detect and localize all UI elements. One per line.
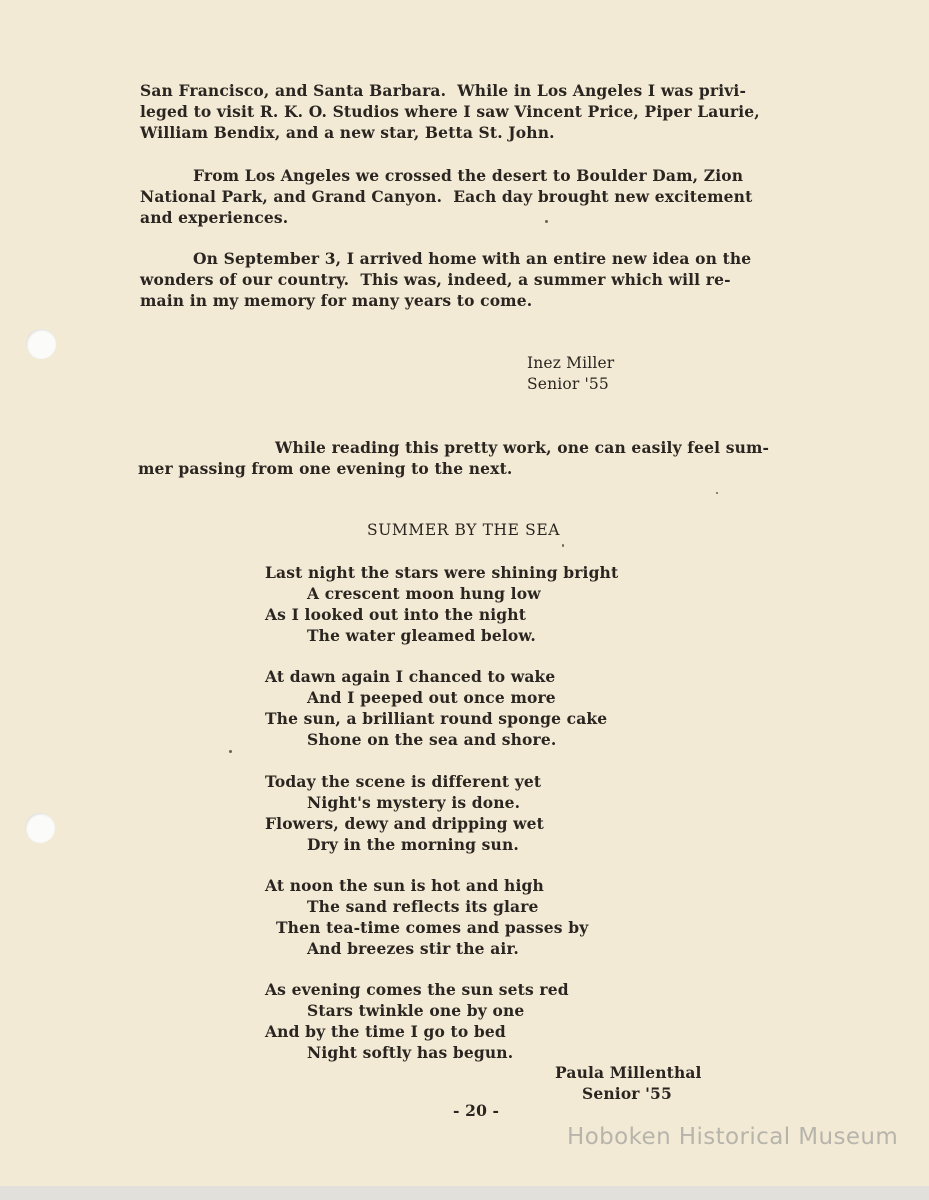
poem-line: At noon the sun is hot and high [265, 876, 544, 895]
signature-inez-miller [527, 353, 614, 395]
poem-line: Dry in the morning sun. [307, 835, 519, 854]
paper-speck [229, 750, 232, 753]
paragraph-2 [140, 165, 752, 228]
poem-stanza-2 [265, 666, 607, 750]
poem-title: SUMMER BY THE SEA [367, 521, 561, 539]
text-line: wonders of our country. This was, indeed, a summer which will re- [140, 270, 731, 289]
text-line: William Bendix, and a new star, Betta St. John. [140, 123, 555, 142]
author-class: Senior '55 [582, 1084, 672, 1103]
text-line: While reading this pretty work, one can easily feel sum- [275, 438, 770, 457]
poem-line: Shone on the sea and shore. [307, 730, 557, 749]
poem-line: And breezes stir the air. [307, 939, 519, 958]
poem-line: A crescent moon hung low [307, 584, 541, 603]
paper-speck [716, 492, 718, 494]
text-line: On September 3, I arrived home with an entire new idea on the [193, 249, 752, 268]
poem-line: Night's mystery is done. [307, 793, 521, 812]
signature-paula-millenthal [555, 1062, 702, 1104]
poem-stanza-3 [265, 771, 544, 855]
poem-line: Flowers, dewy and dripping wet [265, 814, 544, 833]
author-name: Inez Miller [527, 354, 615, 372]
paragraph-3 [140, 248, 751, 311]
paragraph-1 [140, 80, 760, 143]
poem-line: Stars twinkle one by one [307, 1001, 525, 1020]
binder-hole-top [26, 329, 56, 359]
poem-line: The sand reflects its glare [307, 897, 539, 916]
poem-introduction [138, 437, 769, 479]
poem-stanza-4 [265, 875, 588, 959]
poem-line: As evening comes the sun sets red [265, 980, 569, 999]
author-name: Paula Millenthal [555, 1063, 702, 1082]
museum-watermark: Hoboken Historical Museum [567, 1124, 899, 1150]
paper-speck [562, 544, 564, 547]
poem-stanza-5 [265, 979, 569, 1063]
poem-line: The water gleamed below. [307, 626, 536, 645]
poem-line: At dawn again I chanced to wake [265, 667, 556, 686]
poem-line: Night softly has begun. [307, 1043, 514, 1062]
poem-line: And by the time I go to bed [265, 1022, 506, 1041]
text-line: leged to visit R. K. O. Studios where I saw Vincent Price, Piper Laurie, [140, 102, 760, 121]
binder-hole-bottom [25, 813, 55, 843]
text-line: and experiences. [140, 208, 289, 227]
author-class: Senior '55 [527, 375, 609, 393]
text-line: main in my memory for many years to come. [140, 291, 533, 310]
page-number: - 20 - [453, 1101, 500, 1120]
text-line: San Francisco, and Santa Barbara. While in Los Angeles I was privi- [140, 81, 747, 100]
text-line: mer passing from one evening to the next. [138, 459, 513, 478]
text-line: National Park, and Grand Canyon. Each day brought new excitement [140, 187, 753, 206]
poem-line: The sun, a brilliant round sponge cake [265, 709, 608, 728]
poem-line: Last night the stars were shining bright [265, 563, 619, 582]
poem-line: Then tea-time comes and passes by [276, 918, 589, 937]
poem-line: Today the scene is different yet [265, 772, 542, 791]
poem-line: As I looked out into the night [265, 605, 527, 624]
poem-line: And I peeped out once more [307, 688, 556, 707]
text-line: From Los Angeles we crossed the desert to Boulder Dam, Zion [193, 166, 744, 185]
poem-stanza-1 [265, 562, 618, 646]
